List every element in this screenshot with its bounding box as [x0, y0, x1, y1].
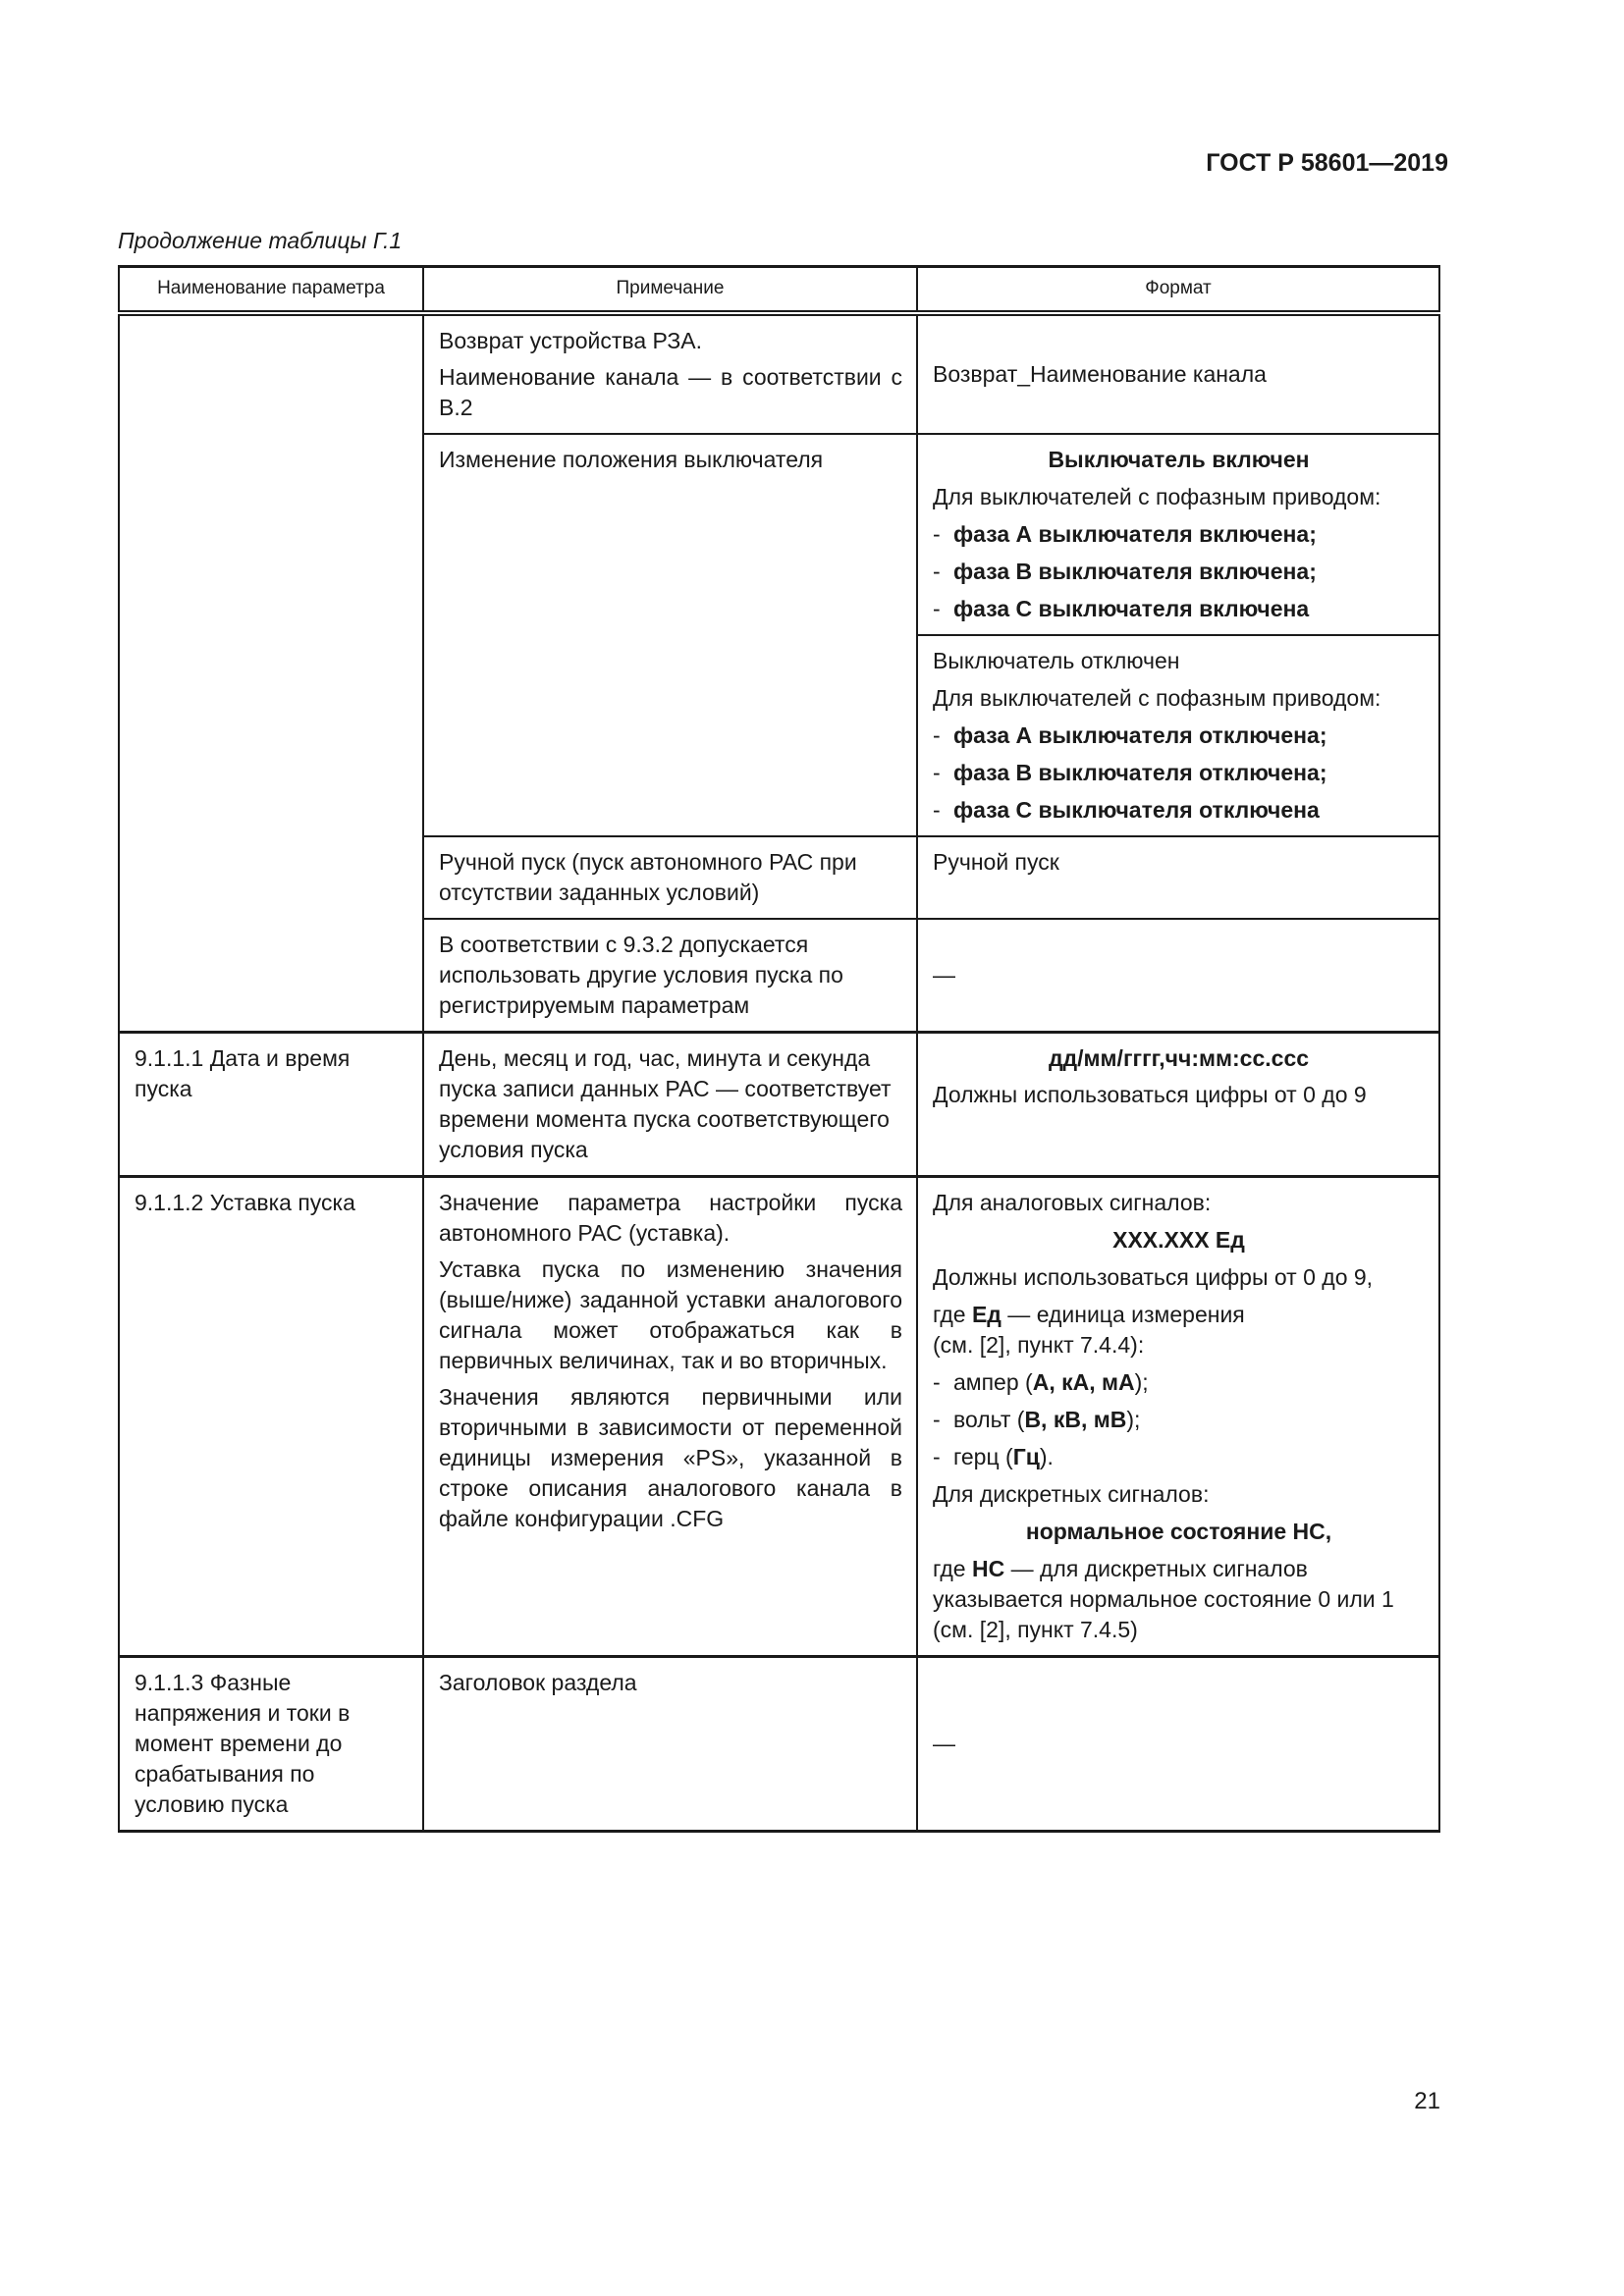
parameters-table [118, 265, 1440, 1833]
format-text: Должны использоваться цифры от 0 до 9 [933, 1082, 1367, 1107]
column-header-format: Формат [917, 267, 1439, 314]
format-subtitle: Для выключателей с пофазным приводом: [933, 484, 1381, 509]
parameter-cell: 9.1.1.3 Фазные напряжения и токи в момент времени до срабатывания по условию пуска [119, 1657, 423, 1832]
note-cell [423, 313, 917, 434]
note-cell [423, 1177, 917, 1657]
format-text: (см. [2], пункт 7.4.4): [933, 1332, 1145, 1358]
list-item: - фаза А выключателя отключена; [933, 722, 1327, 748]
table-row [119, 1657, 1439, 1832]
list-item: - фаза С выключателя отключена [933, 797, 1320, 823]
list-item: - фаза А выключателя включена; [933, 521, 1317, 547]
note-cell [423, 434, 917, 836]
column-header-parameter: Наименование параметра [119, 267, 423, 314]
note-text: Значения являются первичными или вторичными в зависимости от переменной единицы измерения «PS», указанной в строке описания аналогового канала в файле конфигурации .CFG [439, 1384, 902, 1531]
format-text: Для аналоговых сигналов: [933, 1190, 1212, 1215]
page-number: 21 [1414, 2088, 1440, 2114]
format-text: где Ед — единица измерения [933, 1302, 1245, 1327]
document-code: ГОСТ Р 58601—2019 [1206, 149, 1448, 177]
format-cell [917, 434, 1439, 635]
format-cell [917, 1177, 1439, 1657]
note-text: Значение параметра настройки пуска автономного РАС (уставка). [439, 1190, 902, 1246]
format-cell [917, 635, 1439, 836]
format-subtitle: Для выключателей с пофазным приводом: [933, 685, 1381, 711]
format-pattern: нормальное состояние НС, [1025, 1519, 1332, 1544]
format-cell [917, 1033, 1439, 1177]
format-text: Должны использоваться цифры от 0 до 9, [933, 1264, 1374, 1290]
table-row [119, 313, 1439, 434]
format-text: Для дискретных сигналов: [933, 1481, 1210, 1507]
table-continuation-caption: Продолжение таблицы Г.1 [118, 228, 403, 253]
list-item: - герц (Гц). [933, 1444, 1054, 1469]
parameter-cell: 9.1.1.1 Дата и время пуска [119, 1033, 423, 1177]
list-item: - фаза С выключателя включена [933, 596, 1310, 621]
note-text: Изменение положения выключателя [439, 447, 824, 472]
list-item: - фаза В выключателя отключена; [933, 760, 1327, 785]
note-cell: Ручной пуск (пуск автономного РАС при отсутствии заданных условий) [423, 836, 917, 919]
table-row [119, 1033, 1439, 1177]
note-cell: В соответствии с 9.3.2 допускается использовать другие условия пуска по регистрируемым параметрам [423, 919, 917, 1033]
format-pattern: XXX.XXX Ед [1112, 1227, 1245, 1253]
note-text: Уставка пуска по изменению значения (выше/ниже) заданной уставки аналогового сигнала может отображаться как в первичных величинах, так и во вторичных. [439, 1256, 902, 1373]
format-cell: Возврат_Наименование канала [917, 313, 1439, 434]
column-header-note: Примечание [423, 267, 917, 314]
table-header-row [119, 267, 1439, 314]
format-cell: Ручной пуск [917, 836, 1439, 919]
format-title: Выключатель включен [1048, 447, 1310, 472]
format-cell: — [917, 919, 1439, 1033]
note-text: Возврат устройства РЗА. [439, 328, 702, 353]
note-text: Наименование канала — в соответствии с В.2 [439, 364, 902, 420]
format-title: Выключатель отключен [933, 648, 1180, 673]
note-cell: Заголовок раздела [423, 1657, 917, 1832]
table-row [119, 1177, 1439, 1657]
note-cell: День, месяц и год, час, минута и секунда пуска записи данных РАС — соответствует времени момента пуска соответствующего условия пуска [423, 1033, 917, 1177]
list-item: - фаза В выключателя включена; [933, 559, 1317, 584]
format-pattern: дд/мм/гггг,чч:мм:сс.ссс [1048, 1045, 1310, 1071]
format-cell: — [917, 1657, 1439, 1832]
parameter-cell-empty [119, 313, 423, 1033]
list-item: - вольт (В, кВ, мВ); [933, 1407, 1141, 1432]
list-item: - ампер (А, кА, мА); [933, 1369, 1149, 1395]
format-text: где НС — для дискретных сигналов указывается нормальное состояние 0 или 1 (см. [2], пункт 7.4.5) [933, 1556, 1394, 1642]
parameter-cell: 9.1.1.2 Уставка пуска [119, 1177, 423, 1657]
